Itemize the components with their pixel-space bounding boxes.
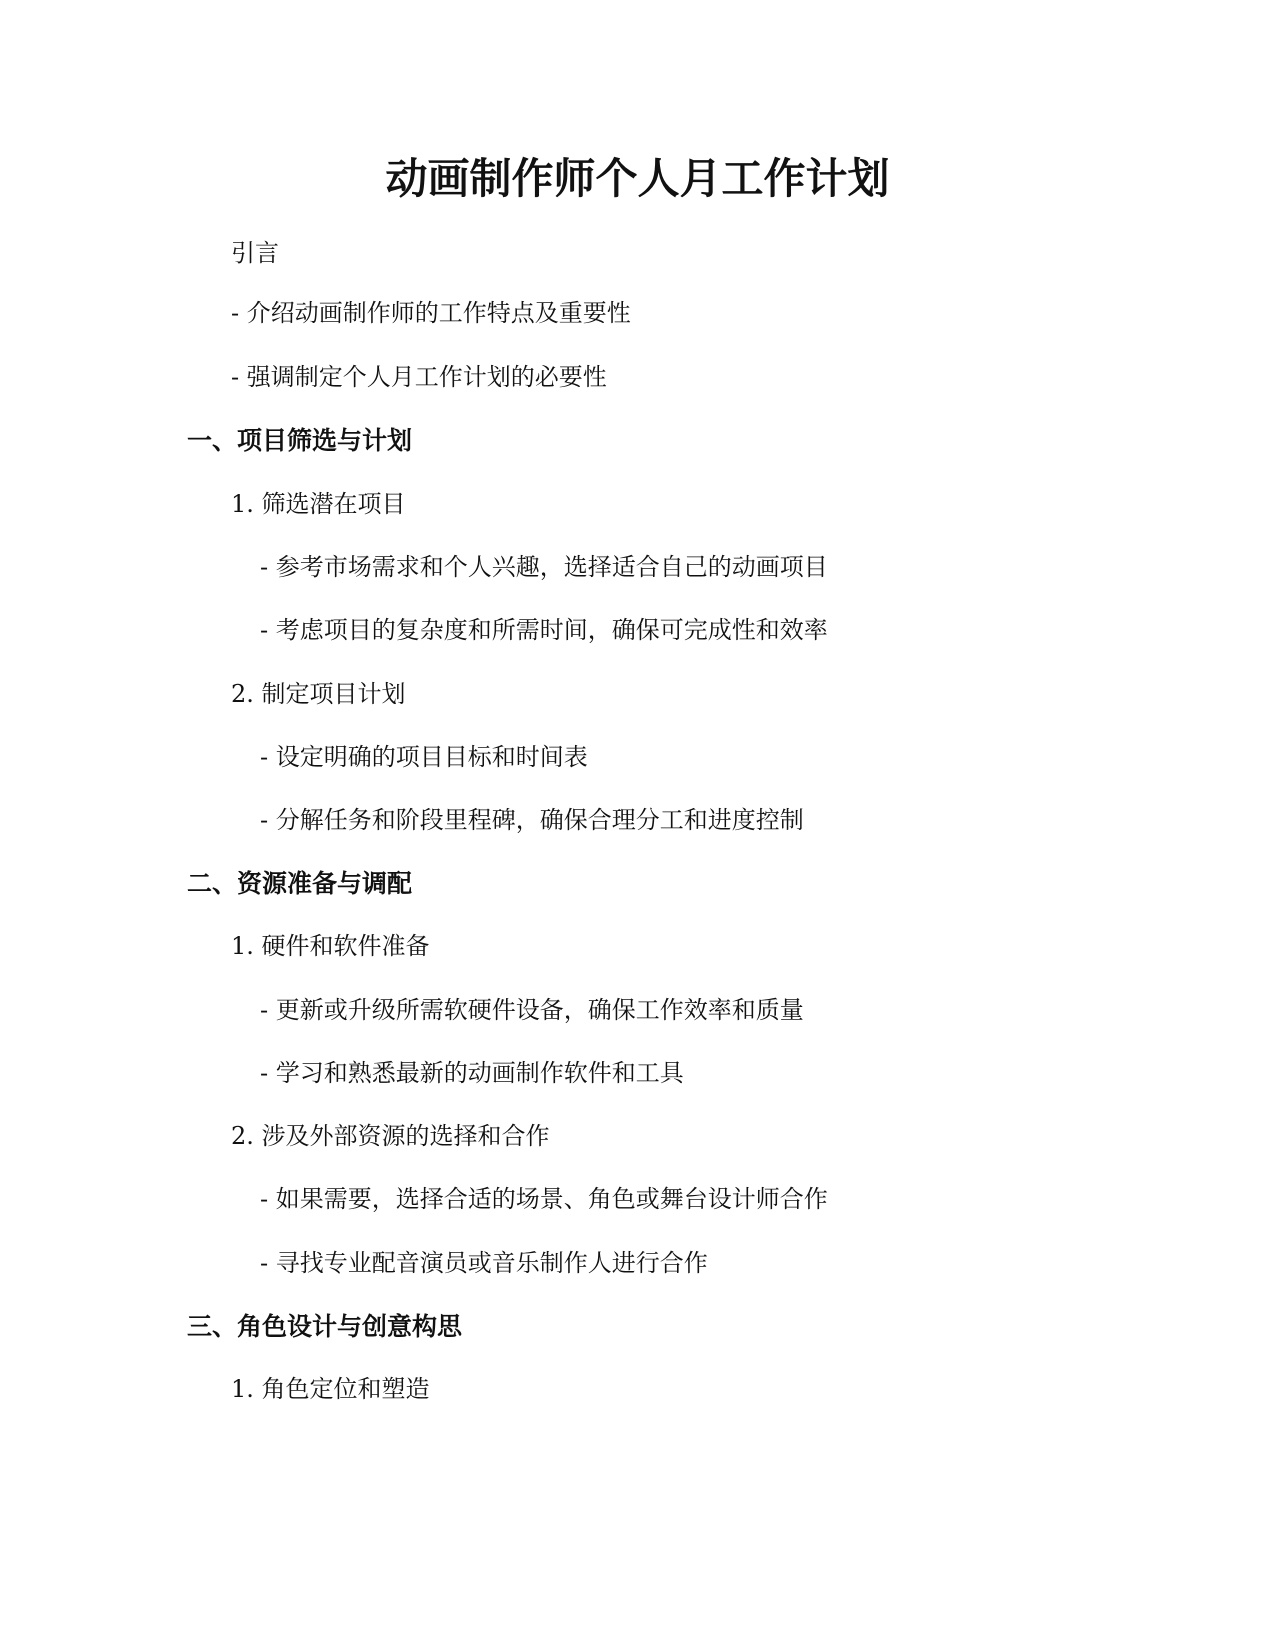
item-point: - 学习和熟悉最新的动画制作软件和工具: [260, 1059, 684, 1087]
item-point: - 更新或升级所需软硬件设备，确保工作效率和质量: [260, 996, 804, 1024]
item-label: 1. 硬件和软件准备: [231, 932, 430, 960]
intro-point: - 介绍动画制作师的工作特点及重要性: [231, 299, 631, 327]
item-point: - 分解任务和阶段里程碑，确保合理分工和进度控制: [260, 806, 804, 834]
intro-point: - 强调制定个人月工作计划的必要性: [231, 363, 607, 391]
section-heading: 三、角色设计与创意构思: [187, 1312, 463, 1341]
section-heading: 一、项目筛选与计划: [187, 426, 413, 455]
item-label: 1. 筛选潜在项目: [231, 490, 406, 518]
section-heading: 二、资源准备与调配: [187, 869, 413, 898]
item-point: - 考虑项目的复杂度和所需时间，确保可完成性和效率: [260, 616, 828, 644]
item-point: - 寻找专业配音演员或音乐制作人进行合作: [260, 1249, 708, 1277]
item-point: - 设定明确的项目目标和时间表: [260, 743, 588, 771]
item-label: 2. 制定项目计划: [231, 680, 406, 708]
item-label: 2. 涉及外部资源的选择和合作: [231, 1122, 550, 1150]
item-point: - 如果需要，选择合适的场景、角色或舞台设计师合作: [260, 1185, 828, 1213]
document-title: 动画制作师个人月工作计划: [385, 154, 890, 203]
item-label: 1. 角色定位和塑造: [231, 1375, 430, 1403]
intro-heading: 引言: [231, 239, 279, 267]
item-point: - 参考市场需求和个人兴趣，选择适合自己的动画项目: [260, 553, 828, 581]
